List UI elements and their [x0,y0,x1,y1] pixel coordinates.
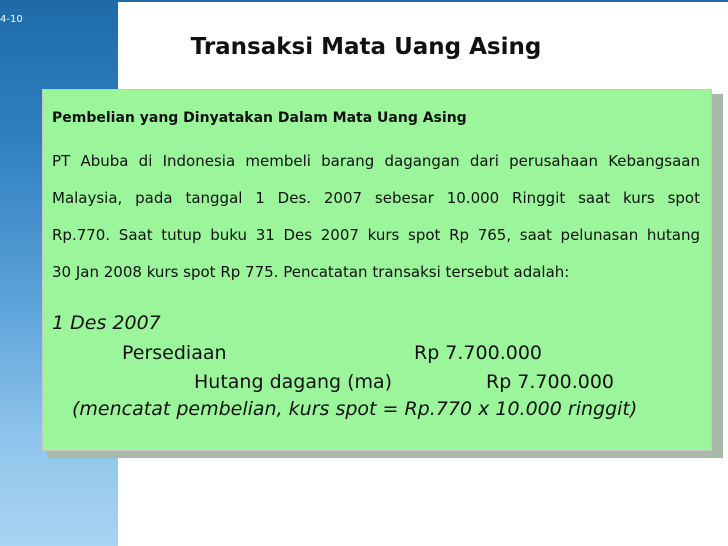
debit-account: Persediaan [122,342,227,364]
journal-note: (mencatat pembelian, kurs spot = Rp.770 x 10.000 ringgit) [72,398,638,420]
box-heading: Pembelian yang Dinyatakan Dalam Mata Uang Asing [52,110,467,126]
credit-account: Hutang dagang (ma) [194,371,393,393]
paragraph-line: Malaysia, pada tanggal 1 Des. 2007 sebesar 10.000 Ringgit saat kurs spot [52,189,700,207]
paragraph-line: 30 Jan 2008 kurs spot Rp 775. Pencatatan transaksi tersebut adalah: [52,263,570,281]
credit-amount: Rp 7.700.000 [486,371,614,393]
paragraph-line: PT Abuba di Indonesia membeli barang dagangan dari perusahaan Kebangsaan [52,152,700,170]
debit-amount: Rp 7.700.000 [414,342,542,364]
description-paragraph [52,143,700,291]
slide-title: Transaksi Mata Uang Asing [190,34,542,60]
paragraph-line: Rp.770. Saat tutup buku 31 Des 2007 kurs spot Rp 765, saat pelunasan hutang [52,226,700,244]
slide-number: 4-10 [0,14,23,25]
journal-date: 1 Des 2007 [52,312,161,334]
slide-title-wrap [0,34,728,60]
top-rule [118,0,728,2]
